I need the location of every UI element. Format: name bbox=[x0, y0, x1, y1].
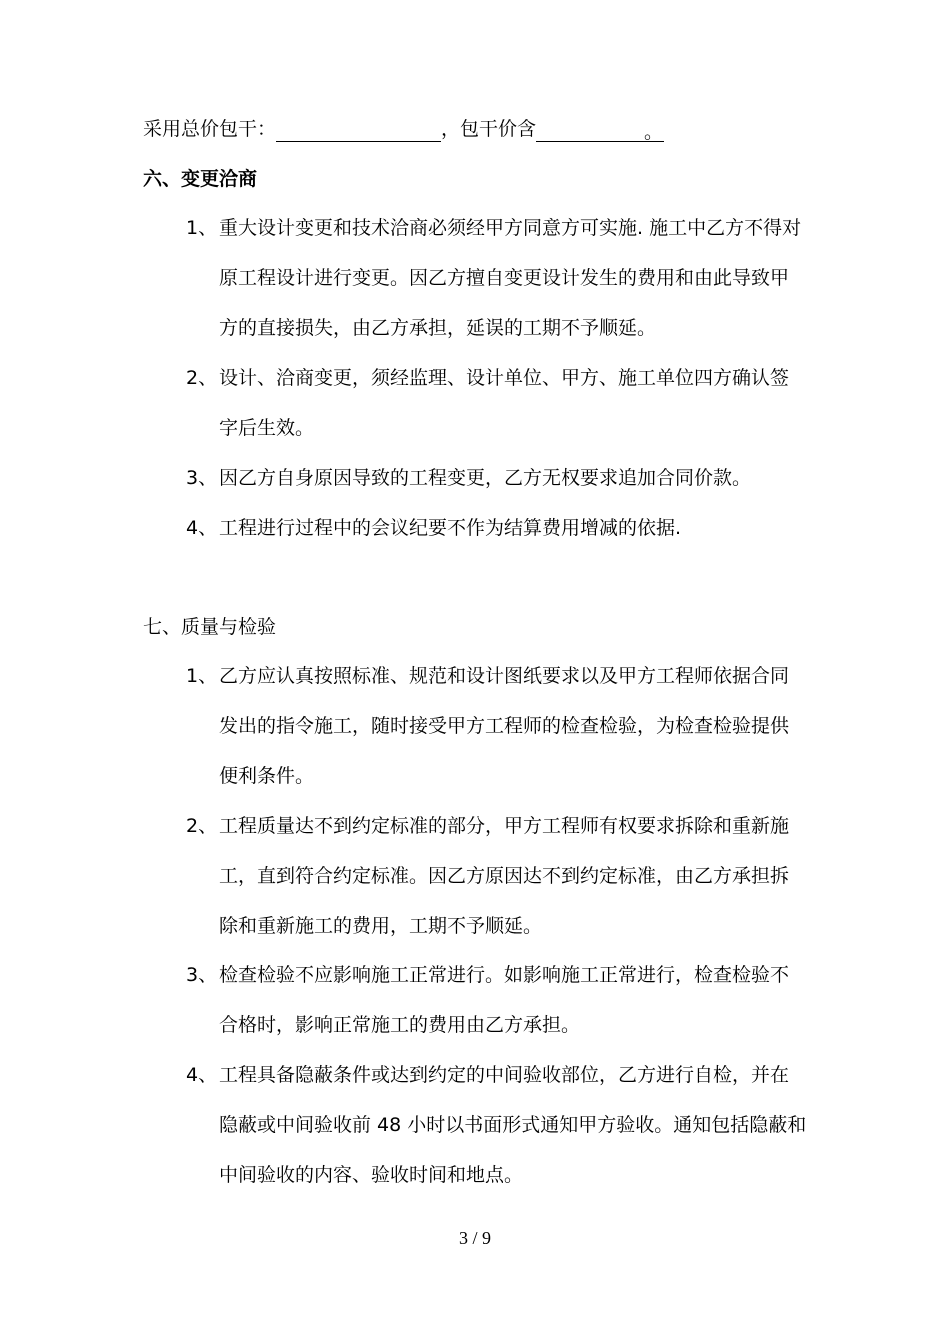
section-6-item-2-line-2: 字后生效。 bbox=[219, 417, 315, 439]
section-6-item-4-number: 4、 bbox=[186, 517, 218, 539]
section-7-item-2-line-1: 工程质量达不到约定标准的部分，甲方工程师有权要求拆除和重新施 bbox=[219, 815, 790, 837]
section-7-item-1-line-3: 便利条件。 bbox=[219, 765, 315, 787]
section-7-item-4-line-2: 隐蔽或中间验收前 48 小时以书面形式通知甲方验收。通知包括隐蔽和 bbox=[219, 1114, 807, 1136]
section-6-item-1-line-1: 重大设计变更和技术洽商必须经甲方同意方可实施. 施工中乙方不得对 bbox=[219, 217, 802, 239]
section-7-item-1-number: 1、 bbox=[186, 665, 218, 687]
section-6-item-3-number: 3、 bbox=[186, 467, 218, 489]
section-7-item-4-line-1: 工程具备隐蔽条件或达到约定的中间验收部位，乙方进行自检，并在 bbox=[219, 1064, 790, 1086]
section-7-item-3-number: 3、 bbox=[186, 964, 218, 986]
price-line-prefix: 采用总价包干： bbox=[143, 118, 277, 140]
page-number: 3 / 9 bbox=[458, 1228, 491, 1248]
price-line bbox=[143, 116, 664, 142]
section-6-item-2-line-1: 设计、洽商变更，须经监理、设计单位、甲方、施工单位四方确认签 bbox=[219, 367, 790, 389]
section-7-title: 七、质量与检验 bbox=[143, 616, 277, 638]
total-price-blank bbox=[276, 119, 441, 142]
section-6-item-1-line-3: 方的直接损失，由乙方承担，延误的工期不予顺延。 bbox=[219, 317, 657, 339]
section-7-item-4-number: 4、 bbox=[186, 1064, 218, 1086]
section-7-item-1-line-2: 发出的指令施工，随时接受甲方工程师的检查检验，为检查检验提供 bbox=[219, 715, 790, 737]
section-6-item-3-line-1: 因乙方自身原因导致的工程变更，乙方无权要求追加合同价款。 bbox=[219, 467, 752, 489]
price-line-middle: ，包干价含 bbox=[441, 118, 537, 140]
section-6-item-2-number: 2、 bbox=[186, 367, 218, 389]
price-includes-blank bbox=[536, 119, 664, 142]
section-7-item-3-line-2: 合格时，影响正常施工的费用由乙方承担。 bbox=[219, 1014, 581, 1036]
section-7-item-2-line-2: 工，直到符合约定标准。因乙方原因达不到约定标准，由乙方承担拆 bbox=[219, 865, 790, 887]
section-6-item-1-line-2: 原工程设计进行变更。因乙方擅自变更设计发生的费用和由此导致甲 bbox=[219, 267, 790, 289]
section-6-title: 六、变更洽商 bbox=[143, 168, 258, 190]
section-6-item-4-line-1: 工程进行过程中的会议纪要不作为结算费用增减的依据. bbox=[219, 517, 682, 539]
section-7-item-3-line-1: 检查检验不应影响施工正常进行。如影响施工正常进行，检查检验不 bbox=[219, 964, 790, 986]
section-7-item-2-number: 2、 bbox=[186, 815, 218, 837]
section-6-item-1-number: 1、 bbox=[186, 217, 218, 239]
price-line-suffix: 。 bbox=[644, 121, 664, 143]
section-7-item-2-line-3: 除和重新施工的费用，工期不予顺延。 bbox=[219, 915, 543, 937]
section-7-item-1-line-1: 乙方应认真按照标准、规范和设计图纸要求以及甲方工程师依据合同 bbox=[219, 665, 790, 687]
section-7-item-4-line-3: 中间验收的内容、验收时间和地点。 bbox=[219, 1164, 524, 1186]
